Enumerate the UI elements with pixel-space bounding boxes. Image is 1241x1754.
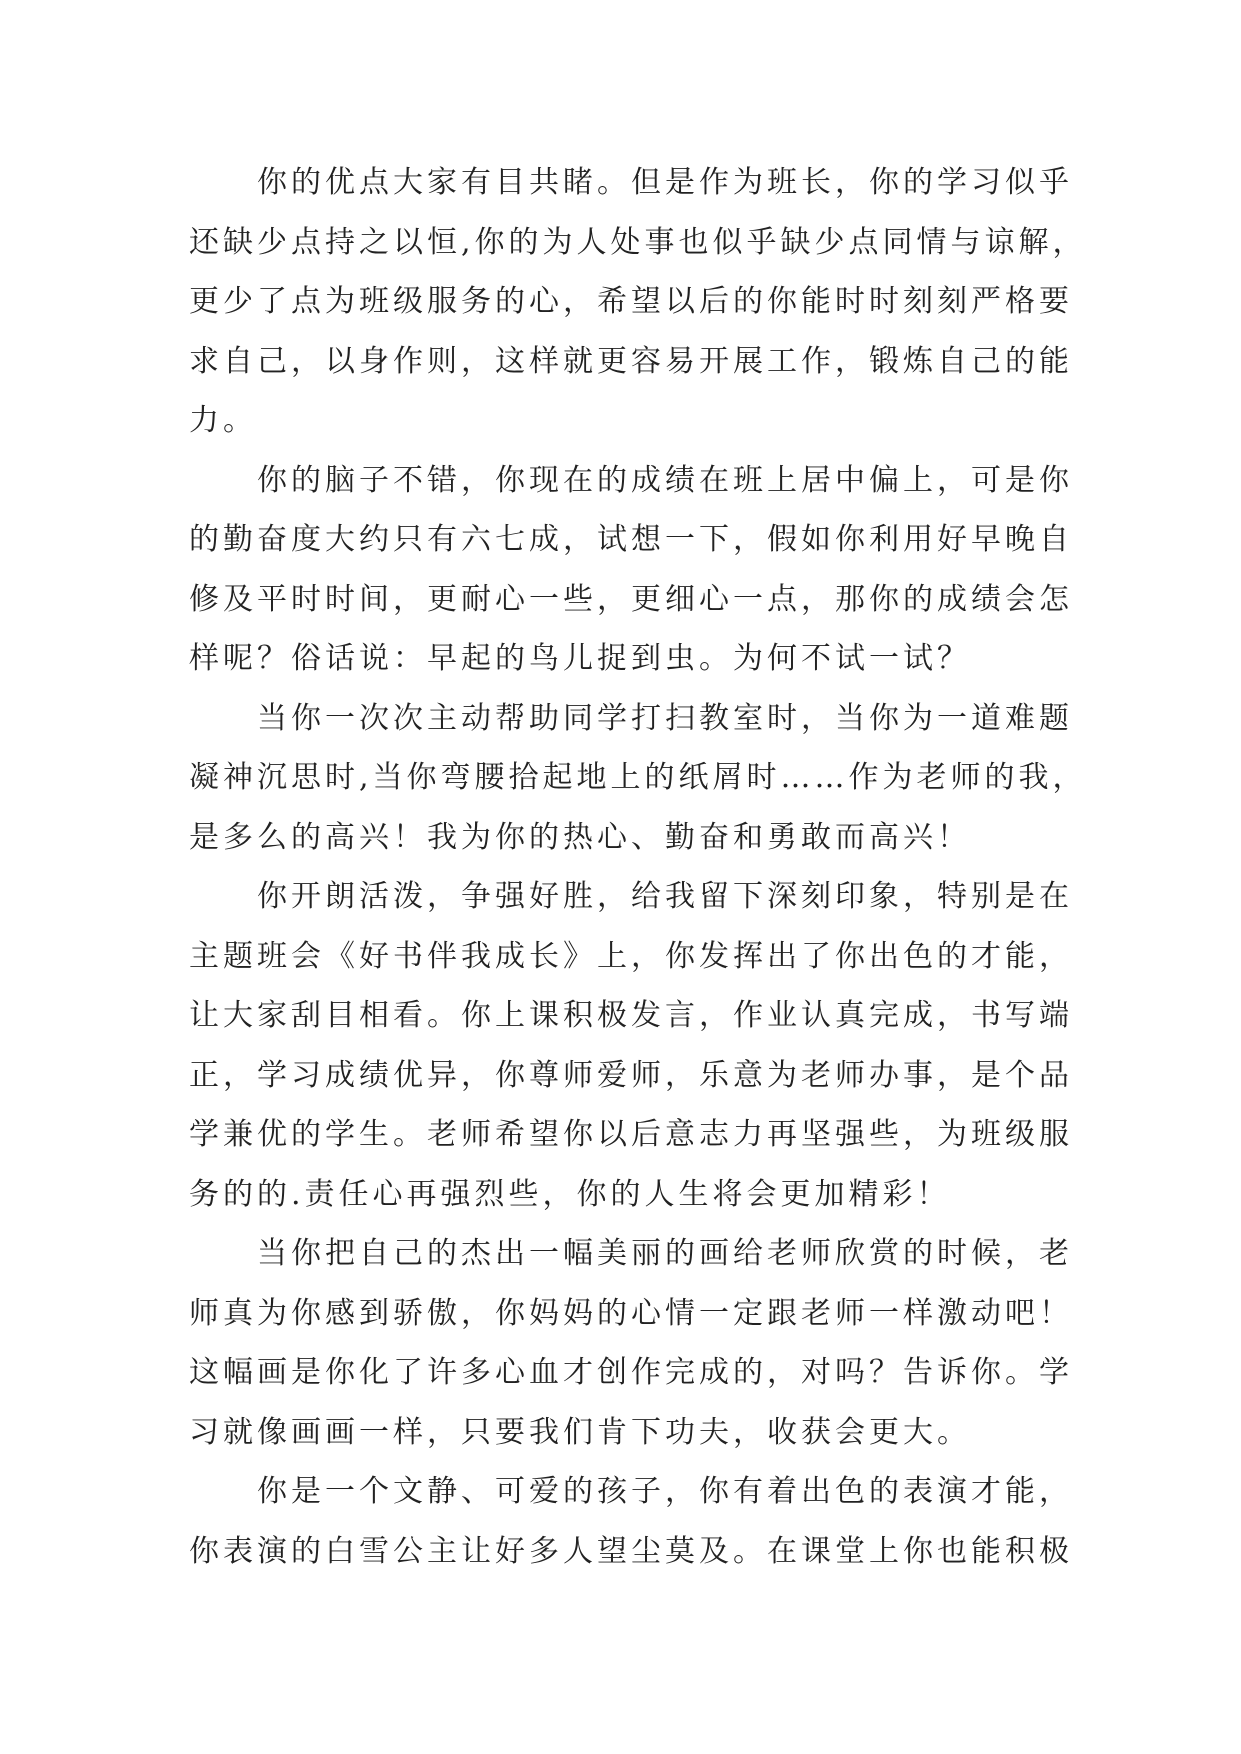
paragraph-2 <box>189 451 1074 689</box>
text-line: 样呢？俗话说：早起的鸟儿捉到虫。为何不试一试？ <box>189 641 971 676</box>
text-line: 你的脑子不错，你现在的成绩在班上居中偏上，可是你 <box>257 462 1073 498</box>
text-line: 是多么的高兴！我为你的热心、勤奋和勇敢而高兴！ <box>189 819 971 855</box>
paragraph-5 <box>189 1224 1074 1462</box>
text-line: 务的的.责任心再强烈些，你的人生将会更加精彩！ <box>189 1176 951 1212</box>
text-line: 凝神沉思时,当你弯腰拾起地上的纸屑时……作为老师的我， <box>189 760 1087 795</box>
text-line: 力。 <box>189 403 257 438</box>
text-line: 当你把自己的杰出一幅美丽的画给老师欣赏的时候，老 <box>257 1236 1073 1271</box>
text-line: 主题班会《好书伴我成长》上，你发挥出了你出色的才能， <box>189 938 1073 974</box>
text-line: 你的优点大家有目共睹。但是作为班长，你的学习似乎 <box>257 165 1073 200</box>
text-line: 你表演的白雪公主让好多人望尘莫及。在课堂上你也能积极 <box>189 1533 1073 1569</box>
paragraph-3 <box>189 689 1087 868</box>
text-line: 这幅画是你化了许多心血才创作完成的，对吗？告诉你。学 <box>189 1355 1073 1390</box>
text-line: 你是一个文静、可爱的孩子，你有着出色的表演才能， <box>257 1474 1073 1509</box>
text-line: 修及平时时间，更耐心一些，更细心一点，那你的成绩会怎 <box>189 581 1073 617</box>
text-line: 学兼优的学生。老师希望你以后意志力再坚强些，为班级服 <box>189 1117 1073 1152</box>
paragraph-6 <box>189 1462 1074 1581</box>
document-body <box>189 153 1087 1581</box>
text-line: 习就像画画一样，只要我们肯下功夫，收获会更大。 <box>189 1414 971 1450</box>
text-line: 的勤奋度大约只有六七成，试想一下，假如你利用好早晚自 <box>189 522 1073 557</box>
text-line: 你开朗活泼，争强好胜，给我留下深刻印象，特别是在 <box>257 879 1073 914</box>
text-line: 求自己，以身作则，这样就更容易开展工作，锻炼自己的能 <box>189 343 1073 379</box>
text-line: 正，学习成绩优异，你尊师爱师，乐意为老师办事，是个品 <box>189 1057 1073 1093</box>
text-line: 还缺少点持之以恒,你的为人处事也似乎缺少点同情与谅解， <box>189 224 1087 260</box>
paragraph-4 <box>189 867 1074 1224</box>
text-line: 让大家刮目相看。你上课积极发言，作业认真完成，书写端 <box>189 998 1073 1033</box>
text-line: 师真为你感到骄傲，你妈妈的心情一定跟老师一样激动吧！ <box>189 1295 1073 1331</box>
text-line: 更少了点为班级服务的心，希望以后的你能时时刻刻严格要 <box>189 284 1073 319</box>
text-line: 当你一次次主动帮助同学打扫教室时，当你为一道难题 <box>257 700 1073 736</box>
paragraph-1 <box>189 153 1087 451</box>
